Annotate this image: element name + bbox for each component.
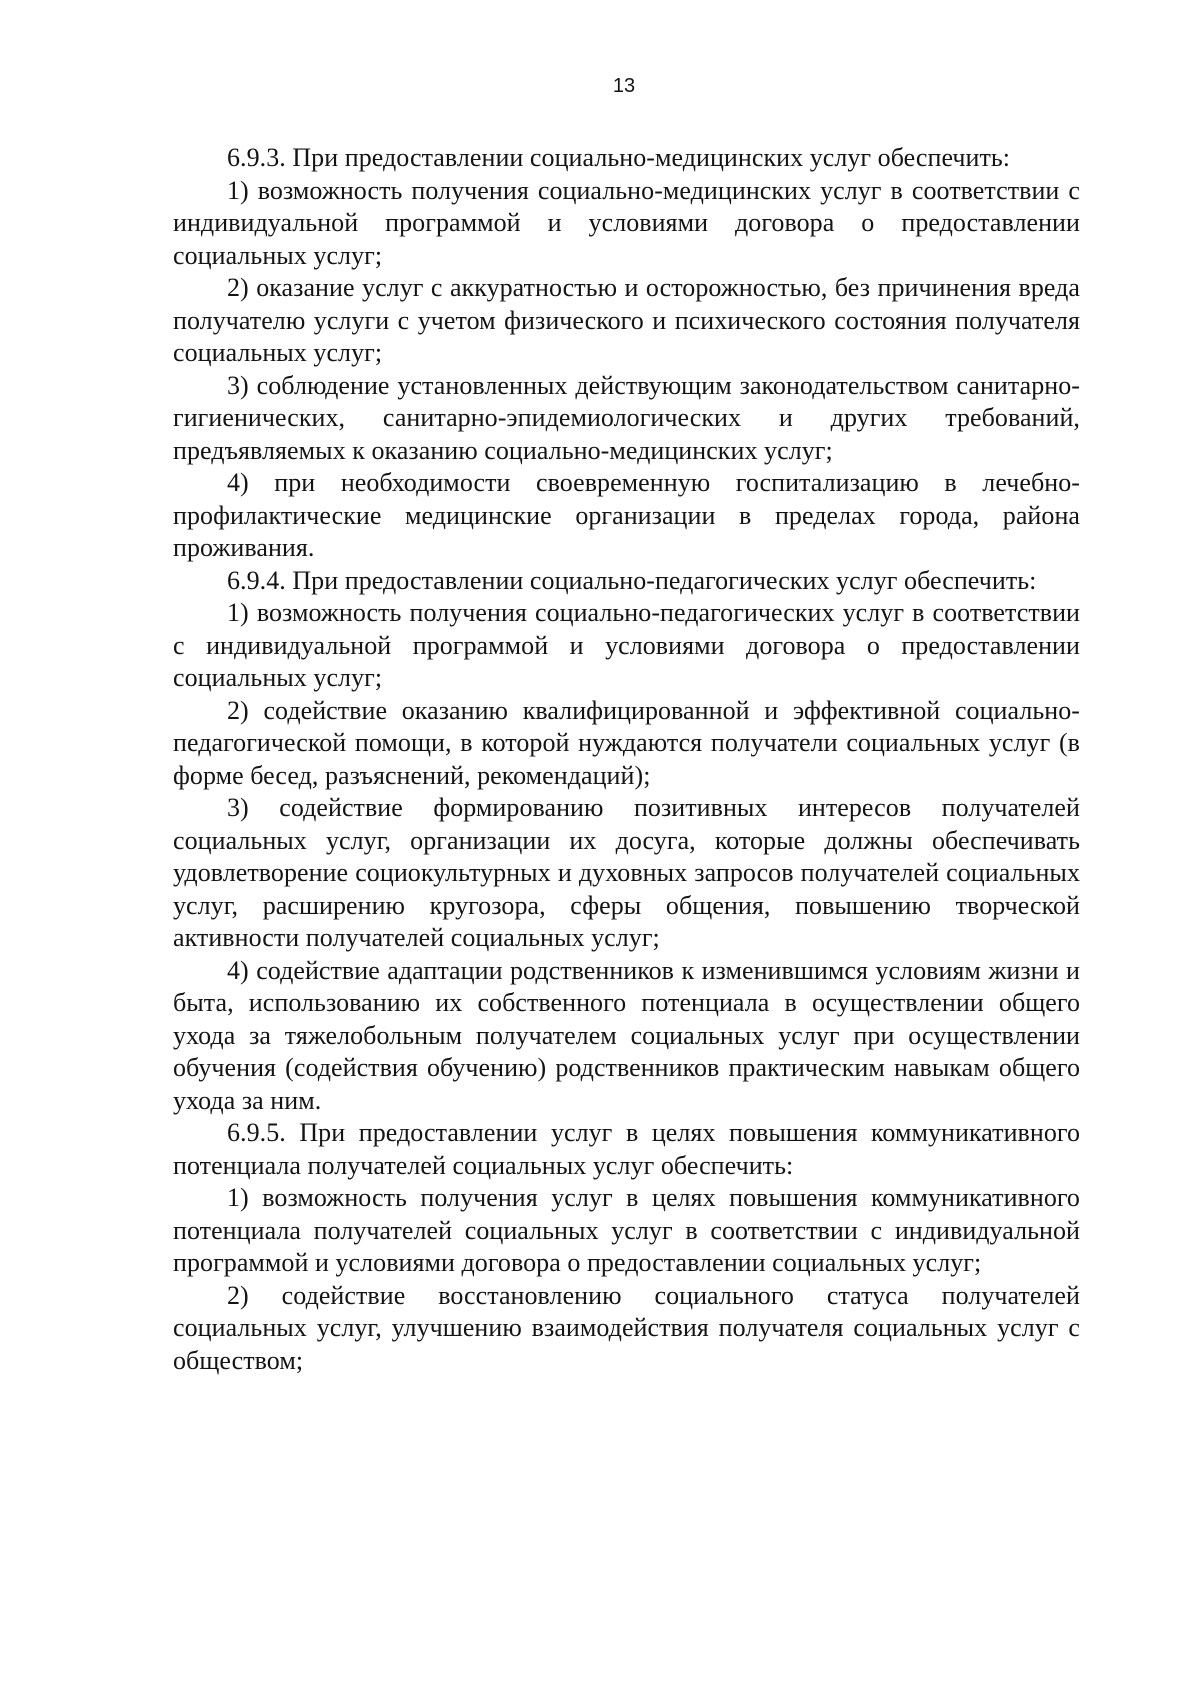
section-6-9-4-item-3: 3) содействие формированию позитивных интересов получателей социальных услуг, организации их досуга, которые должны обеспечивать удовлетворение социокультурных и духовных запросов получателей социальных услуг, расширению кругозора, сферы общения, повышению творческой активности получателей социальных услуг;: [173, 793, 1080, 952]
section-6-9-5-item-1: 1) возможность получения услуг в целях повышения коммуникативного потенциала получателей социальных услуг в соответствии с индивидуальной программой и условиями договора о предоставлении социальных услуг;: [173, 1183, 1080, 1277]
section-6-9-5-item-2: 2) содействие восстановлению социального статуса получателей социальных услуг, улучшению взаимодействия получателя социальных услуг с обществом;: [173, 1280, 1080, 1375]
section-6-9-4-item-4: 4) содействие адаптации родственников к изменившимся условиям жизни и быта, использованию их собственного потенциала в осуществлении общего ухода за тяжелобольным получателем социальных услуг при осуществлении обучения (содействия обучению) родственников практическим навыкам общего ухода за ним.: [173, 955, 1080, 1115]
section-6-9-5-heading: 6.9.5. При предоставлении услуг в целях повышения коммуникативного потенциала получателей социальных услуг обеспечить:: [173, 1118, 1080, 1180]
section-6-9-3-item-4: 4) при необходимости своевременную госпитализацию в лечебно-профилактические медицинские организации в пределах города, района проживания.: [173, 468, 1080, 562]
section-6-9-4-item-1: 1) возможность получения социально-педагогических услуг в соответствии с индивидуальной программой и условиями договора о предоставлении социальных услуг;: [173, 598, 1080, 692]
section-6-9-4-item-2: 2) содействие оказанию квалифицированной и эффективной социально-педагогической помощи, в которой нуждаются получатели социальных услуг (в форме бесед, разъяснений, рекомендаций);: [173, 695, 1080, 790]
section-6-9-3-heading: 6.9.3. При предоставлении социально-медицинских услуг обеспечить:: [227, 143, 1011, 172]
page-number: 13: [612, 75, 636, 97]
section-6-9-3-item-1: 1) возможность получения социально-медицинских услуг в соответствии с индивидуальной программой и условиями договора о предоставлении социальных услуг;: [173, 175, 1080, 270]
section-6-9-3-item-2: 2) оказание услуг с аккуратностью и осторожностью, без причинения вреда получателю услуги с учетом физического и психического состояния получателя социальных услуг;: [173, 273, 1080, 367]
section-6-9-4-heading: 6.9.4. При предоставлении социально-педагогических услуг обеспечить:: [227, 565, 1037, 595]
document-body: [173, 142, 1080, 1377]
section-6-9-3-item-3: 3) соблюдение установленных действующим законодательством санитарно-гигиенических, санитарно-эпидемиологических и других требований, предъявляемых к оказанию социально-медицинских услуг;: [173, 370, 1080, 465]
